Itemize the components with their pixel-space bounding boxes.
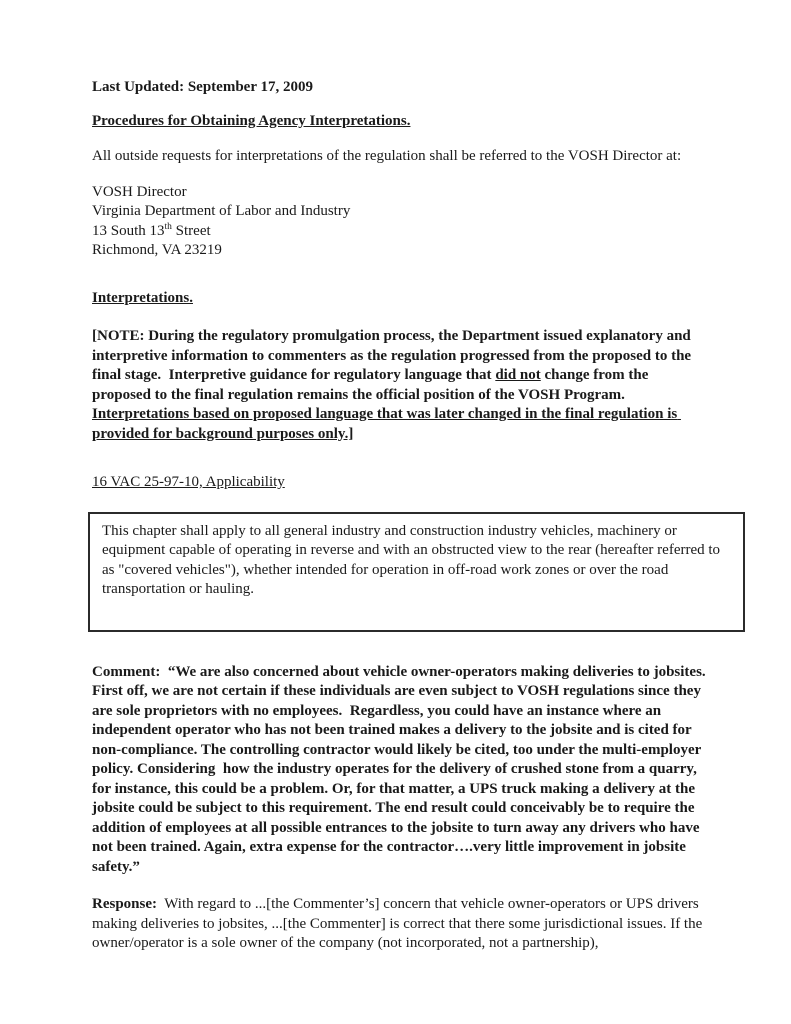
address-line-3	[92, 222, 708, 242]
response-paragraph	[92, 895, 708, 954]
street-word: Street	[171, 222, 211, 239]
interpretations-heading: Interpretations.	[92, 289, 193, 306]
note-text-2: change from the proposed to the final regulation remains the official position of the VOSH Program.	[92, 367, 653, 403]
address-block	[92, 183, 708, 261]
comment-label: Comment:	[92, 663, 161, 680]
street-number: 13 South 13	[92, 222, 165, 239]
note-paragraph	[92, 327, 708, 444]
intro-paragraph: All outside requests for interpretations of the regulation shall be referred to the VOSH Director at:	[92, 148, 682, 164]
section-heading: 16 VAC 25-97-10, Applicability	[92, 474, 285, 490]
address-line-4: Richmond, VA 23219	[92, 242, 222, 258]
comment-text: “We are also concerned about vehicle owner-operators making deliveries to jobsites. First off, we are not certain if these individuals are even subject to VOSH regulations since they are sole proprietors with no employees. Regardless, you could have an instance where an independent operator who has not been trained makes a delivery to the jobsite and is cited for non-compliance. The controlling contractor would likely be cited, too under the multi-employer policy. Considering how the industry operates for the delivery of crushed stone from a quarry, for instance, this could be a problem. Or, for that matter, a UPS truck making a delivery at the jobsite could be subject to this requirement. The end result could conceivably be to require the addition of employees at all possible entrances to the jobsite to turn away any drivers who have not been trained. Again, extra expense for the contractor….very little improvement in jobsite safety.”	[92, 663, 710, 875]
response-label: Response:	[92, 896, 158, 912]
note-text-1: [NOTE: During the regulatory promulgation process, the Department issued explanatory and interpretive information to commenters as the regulation progressed from the proposed to the final stage. Interpretive guidance for regulatory language that	[92, 328, 695, 383]
address-line-1: VOSH Director	[92, 183, 187, 200]
address-line-2: Virginia Department of Labor and Industry	[92, 203, 351, 219]
last-updated-line: Last Updated: September 17, 2009	[92, 79, 313, 95]
street-ordinal-superscript: th	[164, 221, 172, 232]
note-underlined-did-not: did not	[495, 367, 541, 383]
regulation-text: This chapter shall apply to all general industry and construction industry vehicles, machinery or equipment capable of operating in reverse and with an obstructed view to the rear (hereafter referred to as "covered vehicles"), whether intended for operation in off-road work zones or over the road transportation or hauling.	[102, 522, 724, 597]
comment-paragraph	[92, 663, 708, 878]
procedures-heading: Procedures for Obtaining Agency Interpretations.	[92, 112, 411, 129]
response-text: With regard to ...[the Commenter’s] concern that vehicle owner-operators or UPS drivers making deliveries to jobsites, ...[the Commenter] is correct that there some jurisdictional issues. If the owner/operator is a sole owner of the company (not incorporated, not a partnership),	[92, 896, 707, 951]
regulation-text-box	[88, 512, 745, 632]
note-underlined-closing: Interpretations based on proposed language that was later changed in the final regulation is provided for background purposes only.]	[92, 406, 681, 442]
